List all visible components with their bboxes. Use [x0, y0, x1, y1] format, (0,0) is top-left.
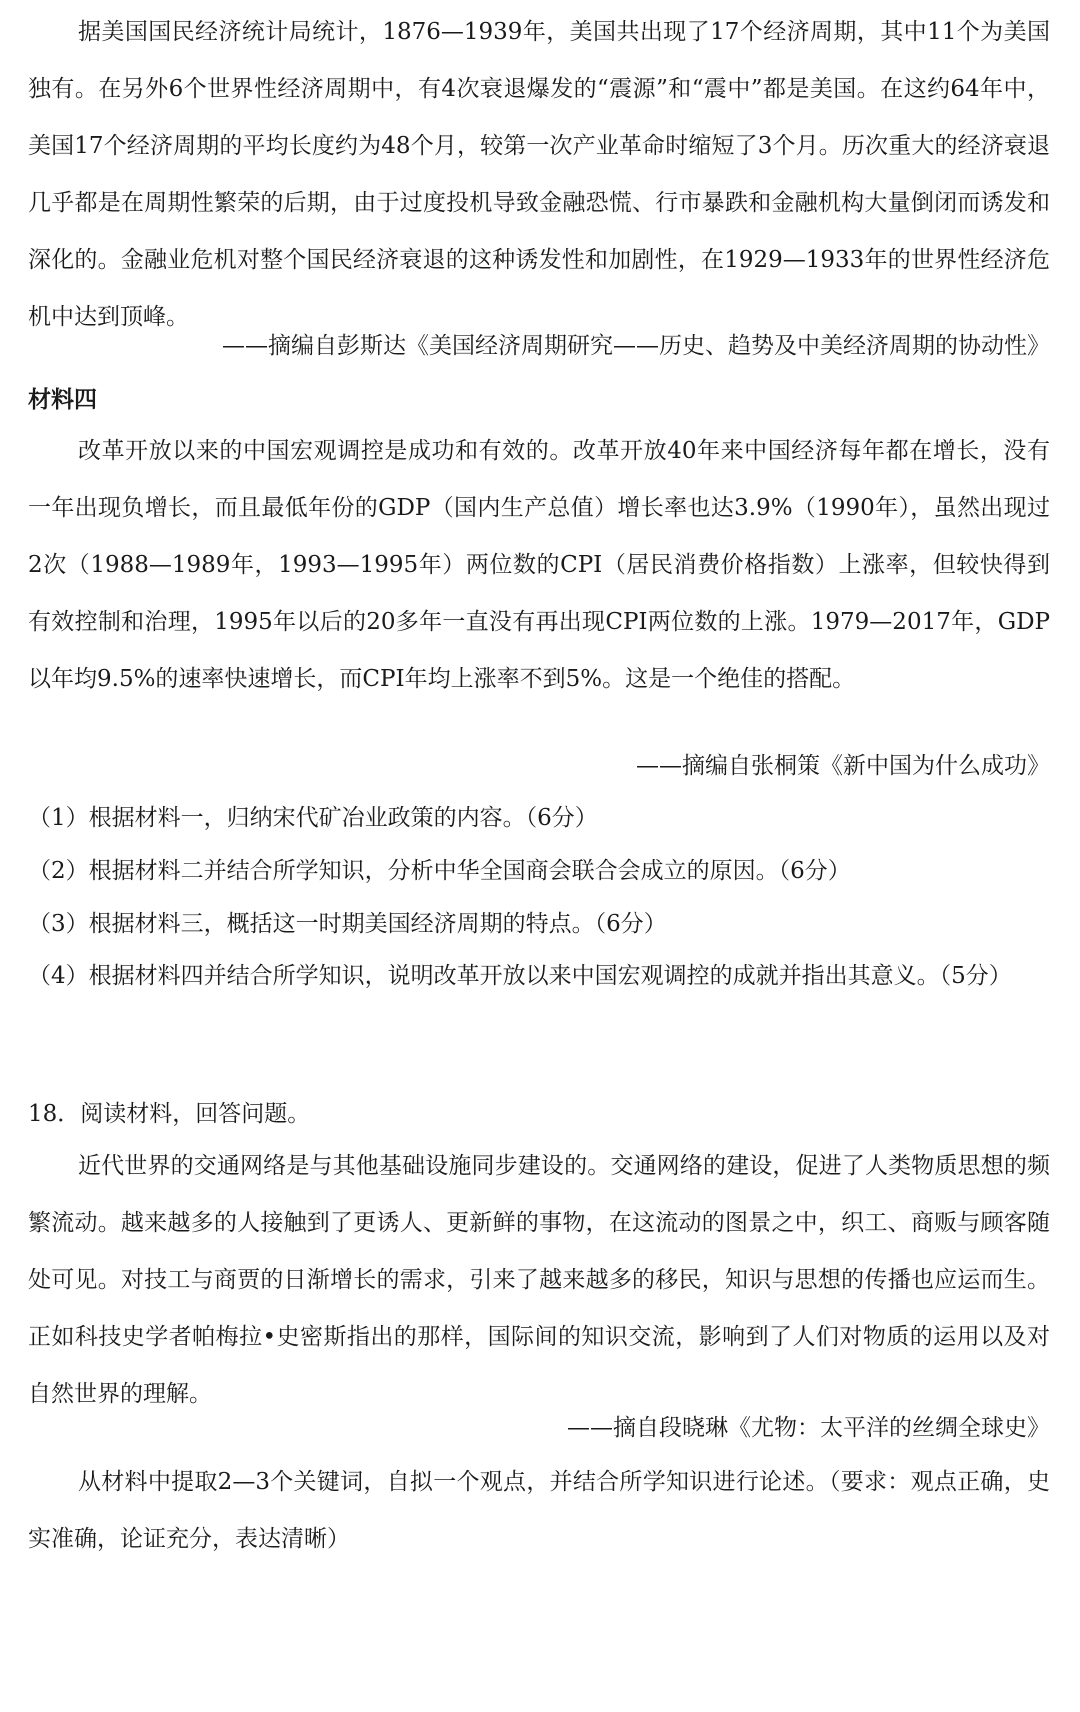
question-4: （4）根据材料四并结合所学知识，说明改革开放以来中国宏观调控的成就并指出其意义。（5分） [28, 963, 1012, 989]
question-18-title: 18．阅读材料，回答问题。 [28, 1101, 311, 1127]
question-2: （2）根据材料二并结合所学知识，分析中华全国商会联合会成立的原因。（6分） [28, 858, 851, 884]
material4-paragraph: 改革开放以来的中国宏观调控是成功和有效的。改革开放40年来中国经济每年都在增长，没有一年出现负增长，而且最低年份的GDP（国内生产总值）增长率也达3.9%（1990年），虽然出现过2次（1988—1989年，1993—1995年）两位数的CPI（居民消费价格指数）上涨率，但较快得到有效控制和治理，1995年以后的20多年一直没有再出现CPI两位数的上涨。1979—2017年，GDP以年均9.5%的速率快速增长，而CPI年均上涨率不到5%。这是一个绝佳的搭配。 [28, 438, 1050, 692]
question-1: （1）根据材料一，归纳宋代矿冶业政策的内容。（6分） [28, 805, 598, 831]
material4-source: ——摘编自张桐策《新中国为什么成功》 [636, 753, 1050, 779]
question-3: （3）根据材料三，概括这一时期美国经济周期的特点。（6分） [28, 911, 667, 937]
question-18-source: ——摘自段晓琳《尤物：太平洋的丝绸全球史》 [567, 1415, 1050, 1441]
material4-heading: 材料四 [28, 387, 97, 413]
question-18-paragraph: 近代世界的交通网络是与其他基础设施同步建设的。交通网络的建设，促进了人类物质思想的频繁流动。越来越多的人接触到了更诱人、更新鲜的事物，在这流动的图景之中，织工、商贩与顾客随处可见。对技工与商贾的日渐增长的需求，引来了越来越多的移民，知识与思想的传播也应运而生。正如科技史学者帕梅拉•史密斯指出的那样，国际间的知识交流，影响到了人们对物质的运用以及对自然世界的理解。 [28, 1153, 1050, 1407]
material3-paragraph: 据美国国民经济统计局统计，1876—1939年，美国共出现了17个经济周期，其中11个为美国独有。在另外6个世界性经济周期中，有4次衰退爆发的“震源”和“震中”都是美国。在这约64年中，美国17个经济周期的平均长度约为48个月，较第一次产业革命时缩短了3个月。历次重大的经济衰退几乎都是在周期性繁荣的后期，由于过度投机导致金融恐慌、行市暴跌和金融机构大量倒闭而诱发和深化的。金融业危机对整个国民经济衰退的这种诱发性和加剧性，在1929—1933年的世界性经济危机中达到顶峰。 [28, 19, 1050, 330]
material3-source: ——摘编自彭斯达《美国经济周期研究——历史、趋势及中美经济周期的协动性》 [222, 333, 1050, 359]
question-18-task: 从材料中提取2—3个关键词，自拟一个观点，并结合所学知识进行论述。（要求：观点正确，史实准确，论证充分，表达清晰） [28, 1469, 1050, 1552]
